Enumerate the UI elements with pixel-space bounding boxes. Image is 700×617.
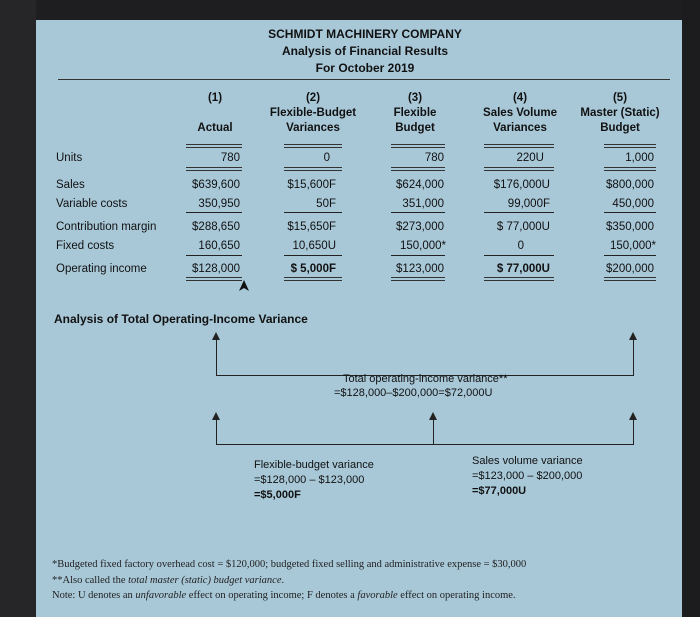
cell-fixed-flex-budget: 150,000* — [399, 240, 446, 252]
col3-header-rule — [391, 144, 445, 148]
col5-header-rule — [604, 144, 656, 148]
footnote2-text-a: **Also called the — [52, 575, 129, 586]
total-variance-title: Total operating-income variance** — [343, 373, 508, 385]
cell-units-master: 1,000 — [625, 152, 654, 164]
note-text-a: Note: U denotes an — [52, 590, 136, 601]
varcost-master-underline — [604, 212, 656, 213]
cell-oi-sales-vol: $ 77,000U — [496, 263, 550, 275]
lower-middle-arrow-icon — [429, 412, 437, 420]
cell-cm-actual: $288,650 — [192, 221, 240, 233]
total-variance-formula: =$128,000–$200,000=$72,000U — [334, 387, 493, 399]
col1-name: Actual — [197, 122, 233, 134]
varcost-flex-budget-underline — [391, 212, 445, 213]
photo-background-left — [0, 0, 36, 617]
lower-right-arrow-icon — [629, 412, 637, 420]
varcost-flex-var-underline — [284, 212, 342, 213]
col4-number: (4) — [512, 92, 528, 104]
footnote-uf-note — [52, 589, 516, 602]
col3-name2: Budget — [395, 122, 435, 134]
cell-units-flex-budget: 780 — [424, 152, 444, 164]
note-text-c: effect on operating income; F denotes a — [186, 590, 358, 601]
cell-units-sales-vol: 220U — [516, 152, 544, 164]
company-name: SCHMIDT MACHINERY COMPANY — [268, 27, 462, 41]
cell-fixed-sales-vol: 0 — [517, 240, 524, 252]
oi-master-rule — [604, 277, 656, 281]
oi-flex-var-rule — [284, 277, 342, 281]
col5-name: Master (Static) — [580, 107, 660, 119]
cell-fixed-actual: 160,650 — [198, 240, 240, 252]
financial-report-page — [36, 20, 682, 617]
col2-name: Flexible-Budget — [269, 107, 357, 119]
note-text-e: effect on operating income. — [397, 590, 516, 601]
oi-actual-rule — [186, 277, 242, 281]
footnote2-text-c: . — [281, 575, 285, 586]
report-subtitle: Analysis of Financial Results — [281, 44, 449, 58]
col4-header-rule — [484, 144, 554, 148]
photo-background-right — [682, 0, 700, 617]
col4-name: Sales Volume — [483, 107, 557, 119]
row-label-units: Units — [56, 152, 83, 164]
cell-fixed-flex-var: 10,650U — [292, 240, 336, 252]
lower-bracket-bottom-line — [216, 444, 634, 445]
lower-bracket-middle-line — [433, 417, 434, 445]
cell-varcost-flex-budget: 351,000 — [402, 198, 444, 210]
cell-oi-actual: $128,000 — [192, 263, 240, 275]
col4-name2: Variances — [493, 122, 547, 134]
cell-varcost-master: 450,000 — [612, 198, 654, 210]
flex-variance-formula: =$128,000 – $123,000 — [254, 474, 365, 486]
sales-vol-variance-title: Sales volume variance — [472, 455, 583, 467]
flex-variance-title: Flexible-budget variance — [254, 459, 374, 471]
units-master-rule — [604, 167, 656, 171]
cursor-icon — [237, 278, 251, 294]
row-label-fixed-costs: Fixed costs — [56, 240, 115, 252]
photo-background-top — [0, 0, 700, 20]
cell-oi-flex-var: $ 5,000F — [290, 263, 336, 275]
varcost-sales-vol-underline — [484, 212, 554, 213]
cell-varcost-flex-var: 50F — [316, 198, 336, 210]
fixed-flex-var-underline — [284, 255, 342, 256]
oi-sales-vol-rule — [484, 277, 554, 281]
units-sales-vol-rule — [484, 167, 554, 171]
upper-bracket-left-line — [216, 337, 217, 376]
row-label-sales: Sales — [56, 179, 85, 191]
cell-sales-master: $800,000 — [606, 179, 654, 191]
cell-varcost-sales-vol: 99,000F — [507, 198, 550, 210]
fixed-sales-vol-underline — [484, 255, 554, 256]
cell-oi-flex-budget: $123,000 — [396, 263, 444, 275]
footnote-total-variance — [52, 574, 284, 587]
units-flex-budget-rule — [391, 167, 445, 171]
fixed-master-underline — [604, 255, 656, 256]
cell-cm-master: $350,000 — [606, 221, 654, 233]
row-label-variable-costs: Variable costs — [56, 198, 128, 210]
col2-name2: Variances — [286, 122, 340, 134]
lower-bracket-right-line — [633, 417, 634, 445]
upper-right-arrow-icon — [629, 332, 637, 340]
col5-number: (5) — [612, 92, 628, 104]
cell-sales-actual: $639,600 — [192, 179, 240, 191]
col1-number: (1) — [207, 92, 223, 104]
cell-varcost-actual: 350,950 — [198, 198, 240, 210]
fixed-flex-budget-underline — [391, 255, 445, 256]
col5-name2: Budget — [600, 122, 640, 134]
varcost-actual-underline — [186, 212, 242, 213]
cell-sales-sales-vol: $176,000U — [493, 179, 550, 191]
report-period: For October 2019 — [315, 61, 415, 75]
cell-cm-flex-budget: $273,000 — [396, 221, 444, 233]
upper-bracket-right-line — [633, 337, 634, 376]
col3-name: Flexible — [393, 107, 437, 119]
col2-number: (2) — [305, 92, 321, 104]
sales-vol-variance-formula: =$123,000 – $200,000 — [472, 470, 583, 482]
analysis-heading: Analysis of Total Operating-Income Variance — [54, 312, 308, 326]
units-flex-var-rule — [284, 167, 342, 171]
lower-bracket-left-line — [216, 417, 217, 445]
col3-number: (3) — [407, 92, 423, 104]
note-text-d: favorable — [357, 590, 398, 601]
cell-sales-flex-budget: $624,000 — [396, 179, 444, 191]
footnote-fixed-overhead: *Budgeted fixed factory overhead cost = $120,000; budgeted fixed selling and administrative expense = $30,000 — [52, 559, 527, 570]
row-label-operating-income: Operating income — [56, 263, 147, 275]
flex-variance-result: =$5,000F — [254, 489, 301, 501]
upper-left-arrow-icon — [212, 332, 220, 340]
col1-header-rule — [186, 144, 242, 148]
cell-cm-sales-vol: $ 77,000U — [496, 221, 550, 233]
cell-cm-flex-var: $15,650F — [287, 221, 336, 233]
title-rule — [58, 79, 670, 80]
sales-vol-variance-result: =$77,000U — [472, 485, 527, 497]
cell-units-actual: 780 — [220, 152, 240, 164]
fixed-actual-underline — [186, 255, 242, 256]
cell-fixed-master: 150,000* — [609, 240, 656, 252]
footnote2-text-b: total master (static) budget variance — [128, 575, 282, 586]
cell-sales-flex-var: $15,600F — [287, 179, 336, 191]
cell-oi-master: $200,000 — [606, 263, 654, 275]
units-actual-rule — [186, 167, 242, 171]
lower-left-arrow-icon — [212, 412, 220, 420]
cell-units-flex-var: 0 — [323, 152, 330, 164]
row-label-contribution-margin: Contribution margin — [56, 221, 157, 233]
col2-header-rule — [284, 144, 342, 148]
note-text-b: unfavorable — [135, 590, 187, 601]
oi-flex-budget-rule — [391, 277, 445, 281]
